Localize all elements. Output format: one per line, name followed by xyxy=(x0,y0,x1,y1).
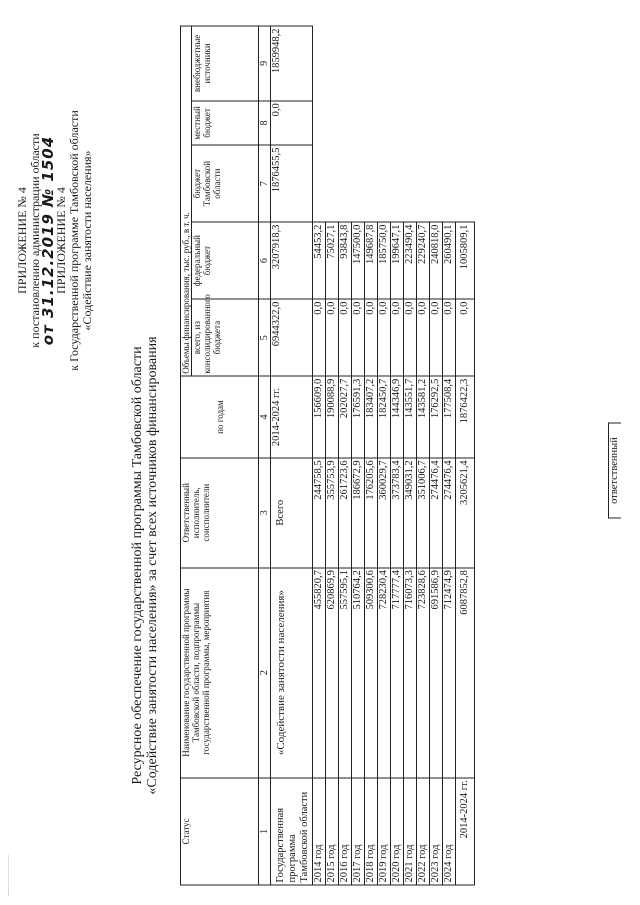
title-line-2: «Содействие занятости населения» за счет всех источников финансирования xyxy=(145,335,160,795)
row-total: 728230,4 xyxy=(378,567,391,777)
handwritten-date-number: от 31.12.2019 № 1504 xyxy=(39,135,57,345)
col-number: 3 xyxy=(259,457,271,567)
summary-local: 0,0 xyxy=(271,100,313,144)
col-number: 9 xyxy=(259,26,271,101)
col-number: 5 xyxy=(259,299,271,376)
row-period: 2019 год xyxy=(378,777,391,884)
appendix-header xyxy=(16,55,94,425)
row-fed: 186672,9 xyxy=(352,457,365,567)
row-local: 0,0 xyxy=(378,299,391,376)
col-number: 6 xyxy=(259,222,271,299)
row-reg: 176591,3 xyxy=(352,376,365,458)
row-local: 0,0 xyxy=(339,299,352,376)
summary2-extra: 1005809,1 xyxy=(456,222,475,299)
table-row xyxy=(430,26,443,885)
header-line-5: к Государственной программе Тамбовской области xyxy=(67,109,81,371)
summary-regional: 1876455,5 xyxy=(271,145,313,222)
row-extra: 54453,2 xyxy=(313,222,326,299)
responsible-cell: Всего xyxy=(271,457,313,567)
row-reg: 143551,7 xyxy=(404,376,417,458)
row-extra: 229240,7 xyxy=(417,222,430,299)
table-row xyxy=(339,26,352,885)
row-reg: 202027,7 xyxy=(339,376,352,458)
header-total: всего, из консолидированного бюджета xyxy=(192,299,259,376)
col-number: 4 xyxy=(259,376,271,458)
row-extra: 93843,8 xyxy=(339,222,352,299)
header-line-4: ПРИЛОЖЕНИЕ № 4 xyxy=(54,186,68,294)
table-row xyxy=(326,26,339,885)
table-row xyxy=(378,26,391,885)
row-total: 717777,4 xyxy=(391,567,404,777)
table-row xyxy=(404,26,417,885)
row-reg: 156609,0 xyxy=(313,376,326,458)
row-fed: 355753,9 xyxy=(326,457,339,567)
row-period: 2018 год xyxy=(365,777,378,884)
row-reg: 143581,2 xyxy=(417,376,430,458)
row-local: 0,0 xyxy=(313,299,326,376)
row-fed: 349031,2 xyxy=(404,457,417,567)
header-line-2: к постановлению администрации области xyxy=(28,132,42,348)
row-total: 510764,2 xyxy=(352,567,365,777)
row-period: 2023 год xyxy=(430,777,443,884)
row-total: 691586,9 xyxy=(430,567,443,777)
summary-extra: 1859948,2 xyxy=(271,26,313,101)
row-period: 2016 год xyxy=(339,777,352,884)
status-cell: Государственная программа Тамбовской области xyxy=(271,777,313,884)
table-row xyxy=(352,26,365,885)
row-reg: 144346,9 xyxy=(391,376,404,458)
row-extra: 185750,0 xyxy=(378,222,391,299)
row-extra: 75027,1 xyxy=(326,222,339,299)
row-local: 0,0 xyxy=(430,299,443,376)
header-volume-group: Объемы финансирования, тыс. руб., в т. ч. xyxy=(181,26,192,376)
col-number: 8 xyxy=(259,100,271,144)
table-row xyxy=(365,26,378,885)
header-federal: федеральный бюджет xyxy=(192,222,259,299)
row-total: 712474,9 xyxy=(443,567,456,777)
row-fed: 351006,7 xyxy=(417,457,430,567)
row-reg: 176292,5 xyxy=(430,376,443,458)
row-fed: 274476,4 xyxy=(430,457,443,567)
row-reg: 182450,7 xyxy=(378,376,391,458)
row-period: 2022 год xyxy=(417,777,430,884)
row-period: 2017 год xyxy=(352,777,365,884)
row-extra: 147500,0 xyxy=(352,222,365,299)
row-period: 2021 год xyxy=(404,777,417,884)
summary2-total: 6087852,8 xyxy=(456,567,475,777)
row-local: 0,0 xyxy=(404,299,417,376)
row-fed: 261723,6 xyxy=(339,457,352,567)
col-number: 7 xyxy=(259,145,271,222)
row-local: 0,0 xyxy=(391,299,404,376)
table-row xyxy=(443,26,456,885)
row-local: 0,0 xyxy=(326,299,339,376)
header-regional: бюджет Тамбовской области xyxy=(192,145,259,222)
scan-artifact xyxy=(8,855,13,895)
table-row xyxy=(417,26,430,885)
row-fed: 373783,4 xyxy=(391,457,404,567)
row-total: 620869,9 xyxy=(326,567,339,777)
header-line-6: «Содействие занятости населения» xyxy=(80,149,94,331)
row-total: 557595,1 xyxy=(339,567,352,777)
row-local: 0,0 xyxy=(417,299,430,376)
summary-total: 6944322,0 xyxy=(271,299,313,376)
row-extra: 223490,4 xyxy=(404,222,417,299)
row-local: 0,0 xyxy=(365,299,378,376)
header-status: Статус xyxy=(181,777,259,884)
summary-federal: 3207918,3 xyxy=(271,222,313,299)
row-extra: 199647,1 xyxy=(391,222,404,299)
summary2-regional: 1876422,3 xyxy=(456,376,475,458)
row-fed: 274476,4 xyxy=(443,457,456,567)
header-line-1: ПРИЛОЖЕНИЕ № 4 xyxy=(15,186,29,294)
row-reg: 177508,4 xyxy=(443,376,456,458)
row-fed: 176205,6 xyxy=(365,457,378,567)
row-total: 716073,3 xyxy=(404,567,417,777)
row-extra: 260490,1 xyxy=(443,222,456,299)
header-name: Наименование государственной программы Тамбовской области, подпрограммы государственной программы, мероприятия xyxy=(181,567,259,777)
header-period: по годам xyxy=(181,376,259,458)
summary-period: 2014-2024 гг. xyxy=(271,376,313,458)
row-period: 2024 год xyxy=(443,777,456,884)
document-title xyxy=(130,285,160,845)
responsible-cell-2: ответственный xyxy=(608,422,621,518)
row-period: 2014 год xyxy=(313,777,326,884)
summary2-local: 0,0 xyxy=(456,299,475,376)
financing-table xyxy=(180,25,475,885)
program-name-cell: «Содействие занятости населения» xyxy=(271,567,313,777)
row-total: 723828,6 xyxy=(417,567,430,777)
row-extra: 240818,0 xyxy=(430,222,443,299)
col-number: 1 xyxy=(259,777,271,884)
row-total: 455820,7 xyxy=(313,567,326,777)
summary2-federal: 3205621,4 xyxy=(456,457,475,567)
table-row xyxy=(313,26,326,885)
table-row xyxy=(391,26,404,885)
row-total: 509300,6 xyxy=(365,567,378,777)
row-period: 2015 год xyxy=(326,777,339,884)
row-fed: 244758,5 xyxy=(313,457,326,567)
row-local: 0,0 xyxy=(443,299,456,376)
row-reg: 183407,2 xyxy=(365,376,378,458)
header-responsible: Ответственный исполнитель, соисполнители xyxy=(181,457,259,567)
header-local: местный бюджет xyxy=(192,100,259,144)
row-period: 2020 год xyxy=(391,777,404,884)
row-local: 0,0 xyxy=(352,299,365,376)
row-extra: 149687,8 xyxy=(365,222,378,299)
summary2-period: 2014-2024 гг. xyxy=(456,777,475,884)
row-fed: 360029,7 xyxy=(378,457,391,567)
title-line-1: Ресурсное обеспечение государственной программы Тамбовской области xyxy=(130,345,145,785)
row-reg: 190088,9 xyxy=(326,376,339,458)
header-extra: внебюджетные источники xyxy=(192,26,259,101)
col-number: 2 xyxy=(259,567,271,777)
